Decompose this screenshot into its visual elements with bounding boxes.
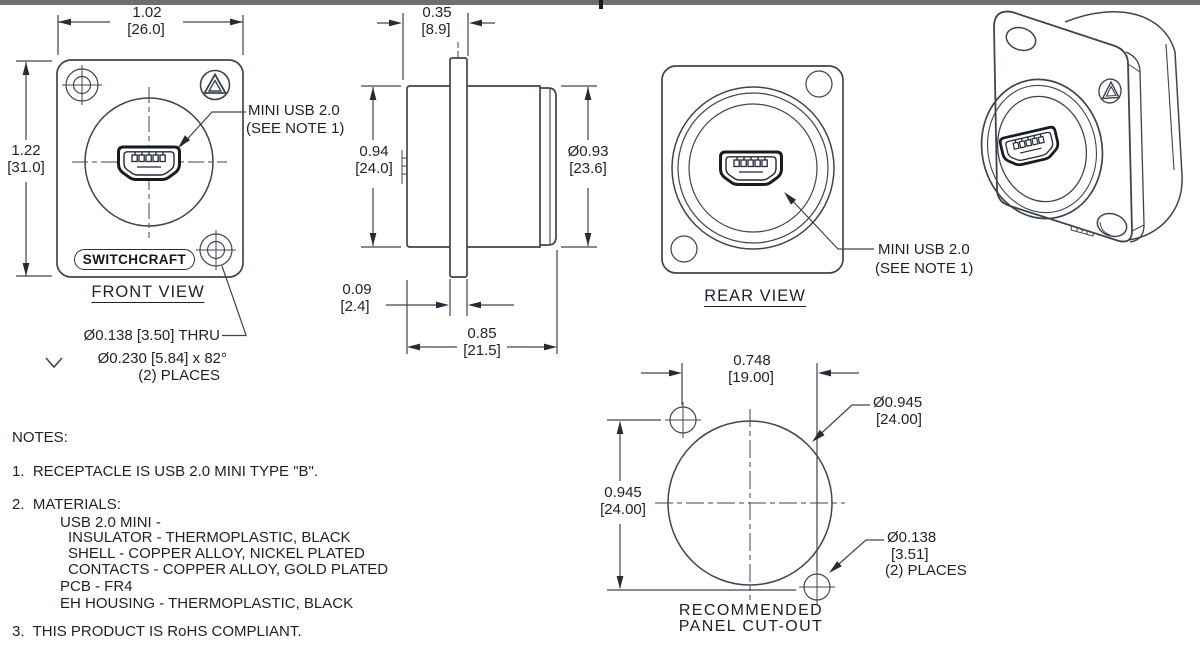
side-front-depth-inches: 0.35	[422, 4, 452, 21]
cutout-label-line2: PANEL CUT-OUT	[678, 618, 824, 635]
cutout-vertical-inches: 0.945	[604, 484, 642, 501]
brand-nameplate	[74, 249, 195, 270]
front-width-mm: [26.0]	[127, 21, 165, 38]
brand-name: SWITCHCRAFT	[82, 252, 187, 267]
note-2-usb: USB 2.0 MINI -	[60, 514, 161, 531]
front-mini-usb-receptacle	[119, 147, 180, 180]
side-flange-thickness-inches: 0.09	[342, 281, 372, 298]
front-screw-hole-bottom-right	[196, 230, 236, 270]
front-width-inches: 1.02	[132, 4, 162, 21]
front-view-drawing	[16, 15, 246, 367]
note-2-contacts: CONTACTS - COPPER ALLOY, GOLD PLATED	[68, 561, 389, 578]
side-barrel-dia-mm: [23.6]	[569, 160, 607, 177]
note-3: 3. THIS PRODUCT IS RoHS COMPLIANT.	[12, 623, 302, 640]
side-view-drawing	[361, 13, 597, 354]
front-height-inches: 1.22	[11, 142, 41, 159]
note-2-housing: EH HOUSING - THERMOPLASTIC, BLACK	[60, 595, 354, 612]
note-2-pcb: PCB - FR4	[60, 578, 133, 595]
cutout-hole-bottom-right	[799, 569, 835, 605]
cutout-label-line1: RECOMMENDED	[678, 602, 824, 619]
cutout-hole-spacing-mm: [19.00]	[728, 369, 774, 386]
cutout-hole-top-left	[665, 402, 701, 438]
cutout-small-dia-line1: Ø0.138	[887, 529, 937, 546]
rear-screw-hole-top-right	[806, 71, 832, 97]
side-front-depth-mm: [8.9]	[421, 21, 451, 38]
note-2-shell: SHELL - COPPER ALLOY, NICKEL PLATED	[68, 545, 365, 562]
front-screw-hole-top-left	[62, 65, 102, 105]
cutout-vertical-mm: [24.00]	[600, 501, 646, 518]
cutout-small-dia-line2: [3.51]	[891, 546, 929, 563]
side-barrel-dia-inches: Ø0.93	[567, 143, 609, 160]
cutout-hole-spacing-inches: 0.748	[733, 352, 771, 369]
cutout-main-dia-inches: Ø0.945	[873, 394, 923, 411]
rear-view-label: REAR VIEW	[704, 288, 806, 307]
front-hole-note-line2: Ø0.230 [5.84] x 82°	[97, 350, 227, 367]
front-hole-note-line3: (2) PLACES	[138, 367, 220, 384]
front-height-mm: [31.0]	[7, 159, 45, 176]
rear-usb-callout-line2: (SEE NOTE 1)	[875, 260, 974, 277]
brand-triangle-icon	[201, 71, 230, 100]
notes-heading: NOTES:	[12, 429, 68, 446]
note-2-heading: 2. MATERIALS:	[12, 496, 121, 513]
side-flange-thickness-mm: [2.4]	[340, 298, 370, 315]
side-body-height-mm: [24.0]	[355, 160, 393, 177]
cutout-main-dia-mm: [24.00]	[876, 411, 922, 428]
isometric-view-drawing	[969, 12, 1182, 242]
front-usb-callout-line2: (SEE NOTE 1)	[246, 120, 345, 137]
rear-mini-usb-receptacle	[721, 152, 782, 185]
front-view-label: FRONT VIEW	[91, 284, 204, 303]
rear-screw-hole-bottom-left	[671, 236, 697, 262]
side-body-height-inches: 0.94	[359, 143, 389, 160]
note-2-insulator: INSULATOR - THERMOPLASTIC, BLACK	[68, 529, 351, 546]
front-hole-note-line1: Ø0.138 [3.50] THRU	[83, 327, 220, 344]
note-1: 1. RECEPTACLE IS USB 2.0 MINI TYPE "B".	[12, 463, 319, 480]
side-rear-depth-mm: [21.5]	[463, 342, 501, 359]
side-rear-depth-inches: 0.85	[467, 325, 497, 342]
countersink-icon	[46, 358, 62, 367]
panel-cutout-drawing	[607, 363, 884, 605]
front-usb-callout-line1: MINI USB 2.0	[248, 102, 340, 119]
rear-usb-callout-line1: MINI USB 2.0	[878, 241, 970, 258]
cutout-small-dia-line3: (2) PLACES	[885, 562, 967, 579]
